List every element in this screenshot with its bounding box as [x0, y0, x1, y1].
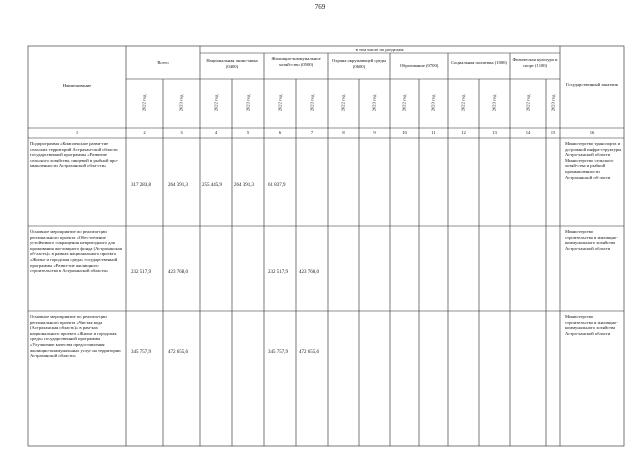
cell-economy-2023: 264 391,3 — [234, 183, 254, 188]
year-label: 2023 год — [245, 94, 251, 112]
year-label: 2023 год — [371, 94, 377, 112]
col-number: 5 — [246, 130, 250, 135]
cell-housing-2023: 472 655,6 — [299, 350, 319, 355]
row-name: Основное мероприятие по реализа-ции регионального проекта «Чистая вода (Астраханская область)» в рам-ках национального проекта «Жилье и городская среда» государственной программы «Улучшение качества предоставления жилищно-коммунальных услуг на территории Астраханской области» — [30, 314, 121, 359]
year-label: 2022 год — [213, 94, 219, 112]
year-label: 2023 год — [430, 94, 436, 112]
year-label: 2022 год — [277, 94, 283, 112]
header-section-environment: Охрана окружающей среды (0600) — [331, 58, 387, 69]
cell-total-2023: 423 768,0 — [168, 270, 188, 275]
row-customer: Министерство строительства и жилищно-коммунального хозяйства Астра-ханской области — [565, 314, 618, 336]
col-number: 12 — [461, 130, 466, 135]
col-number: 10 — [402, 130, 407, 135]
cell-housing-2022: 345 757,9 — [268, 350, 288, 355]
header-total: Всего — [157, 60, 169, 65]
col-number: 9 — [373, 130, 376, 135]
col-number: 6 — [278, 130, 282, 135]
year-label: 2023 год — [309, 94, 315, 112]
year-label: 2022 год — [141, 94, 147, 112]
row-name: Основное мероприятие по реализа-ции регионального проекта «Обес-печение устойчивого сокращения непригодного для проживания жи-лищного фонда (Астраханская об-ласть)» в рамках национального проекта «Жилье и городская среда» государственной программы «Разви-тие жилищного строительства в Астраханской области» — [30, 229, 122, 274]
header-name: Наименование — [62, 83, 92, 88]
cell-total-2022: 232 517,9 — [131, 270, 151, 275]
page-number: 769 — [314, 3, 326, 11]
header-section-education: Образование (0700) — [399, 63, 439, 68]
row-name: Подпрограмма «Комплексное разви-тие сельских территорий Астрахан-ской области государственной программы «Развитие сельского хозяйства, пищевой и рыбной про-мышленности Астраханской обла-сти» — [30, 141, 119, 169]
year-label: 2022 год — [401, 94, 407, 112]
cell-total-2023: 472 655,6 — [168, 350, 188, 355]
year-label: 2022 год — [340, 94, 346, 112]
col-number: 2 — [143, 130, 146, 135]
cell-total-2022: 317 283,8 — [131, 183, 151, 188]
cell-housing-2022: 61 837,9 — [268, 183, 286, 188]
col-number: 15 — [550, 130, 556, 135]
cell-housing-2023: 423 768,0 — [299, 270, 319, 275]
cell-housing-2022: 232 517,9 — [268, 270, 288, 275]
col-number: 11 — [431, 130, 436, 135]
cell-total-2022: 345 757,9 — [131, 350, 151, 355]
col-number: 7 — [310, 130, 314, 135]
cell-total-2023: 264 391,3 — [168, 183, 188, 188]
row-customer: Министерство транспорта и до-рожной инфра-структуры Астра-ханской области Министерство сельского хозяй-ства и рыбной промышленности Астраханской об-ласти — [565, 141, 622, 180]
header-including: в том числе по разделам: — [355, 47, 405, 52]
header-customer: Государственный заказчик — [566, 82, 618, 87]
year-label: 2022 год — [525, 94, 531, 112]
header-section-sport: Физическая культура и спорт (1100) — [512, 57, 558, 68]
cell-economy-2022: 255 445,9 — [202, 183, 222, 188]
header-section-economy: Национальная эконо-мика (0400) — [206, 58, 258, 69]
col-number: 8 — [342, 130, 345, 135]
col-number: 13 — [492, 130, 497, 135]
row-customer: Министерство строительства и жилищно-коммунального хозяйства Астра-ханской области — [565, 229, 618, 251]
year-label: 2023 год — [550, 94, 556, 112]
col-number: 16 — [589, 130, 595, 135]
col-number: 3 — [180, 130, 183, 135]
col-number: 4 — [214, 130, 218, 135]
col-number: 14 — [525, 130, 531, 135]
header-section-housing: Жилищно-коммунальное хозяй-ство (0500) — [271, 56, 321, 67]
col-number: 1 — [75, 130, 79, 135]
header-section-social: Социальная политика (1000) — [450, 60, 507, 65]
year-label: 2023 год — [178, 94, 184, 112]
year-label: 2022 год — [460, 94, 466, 112]
year-label: 2023 год — [491, 94, 497, 112]
